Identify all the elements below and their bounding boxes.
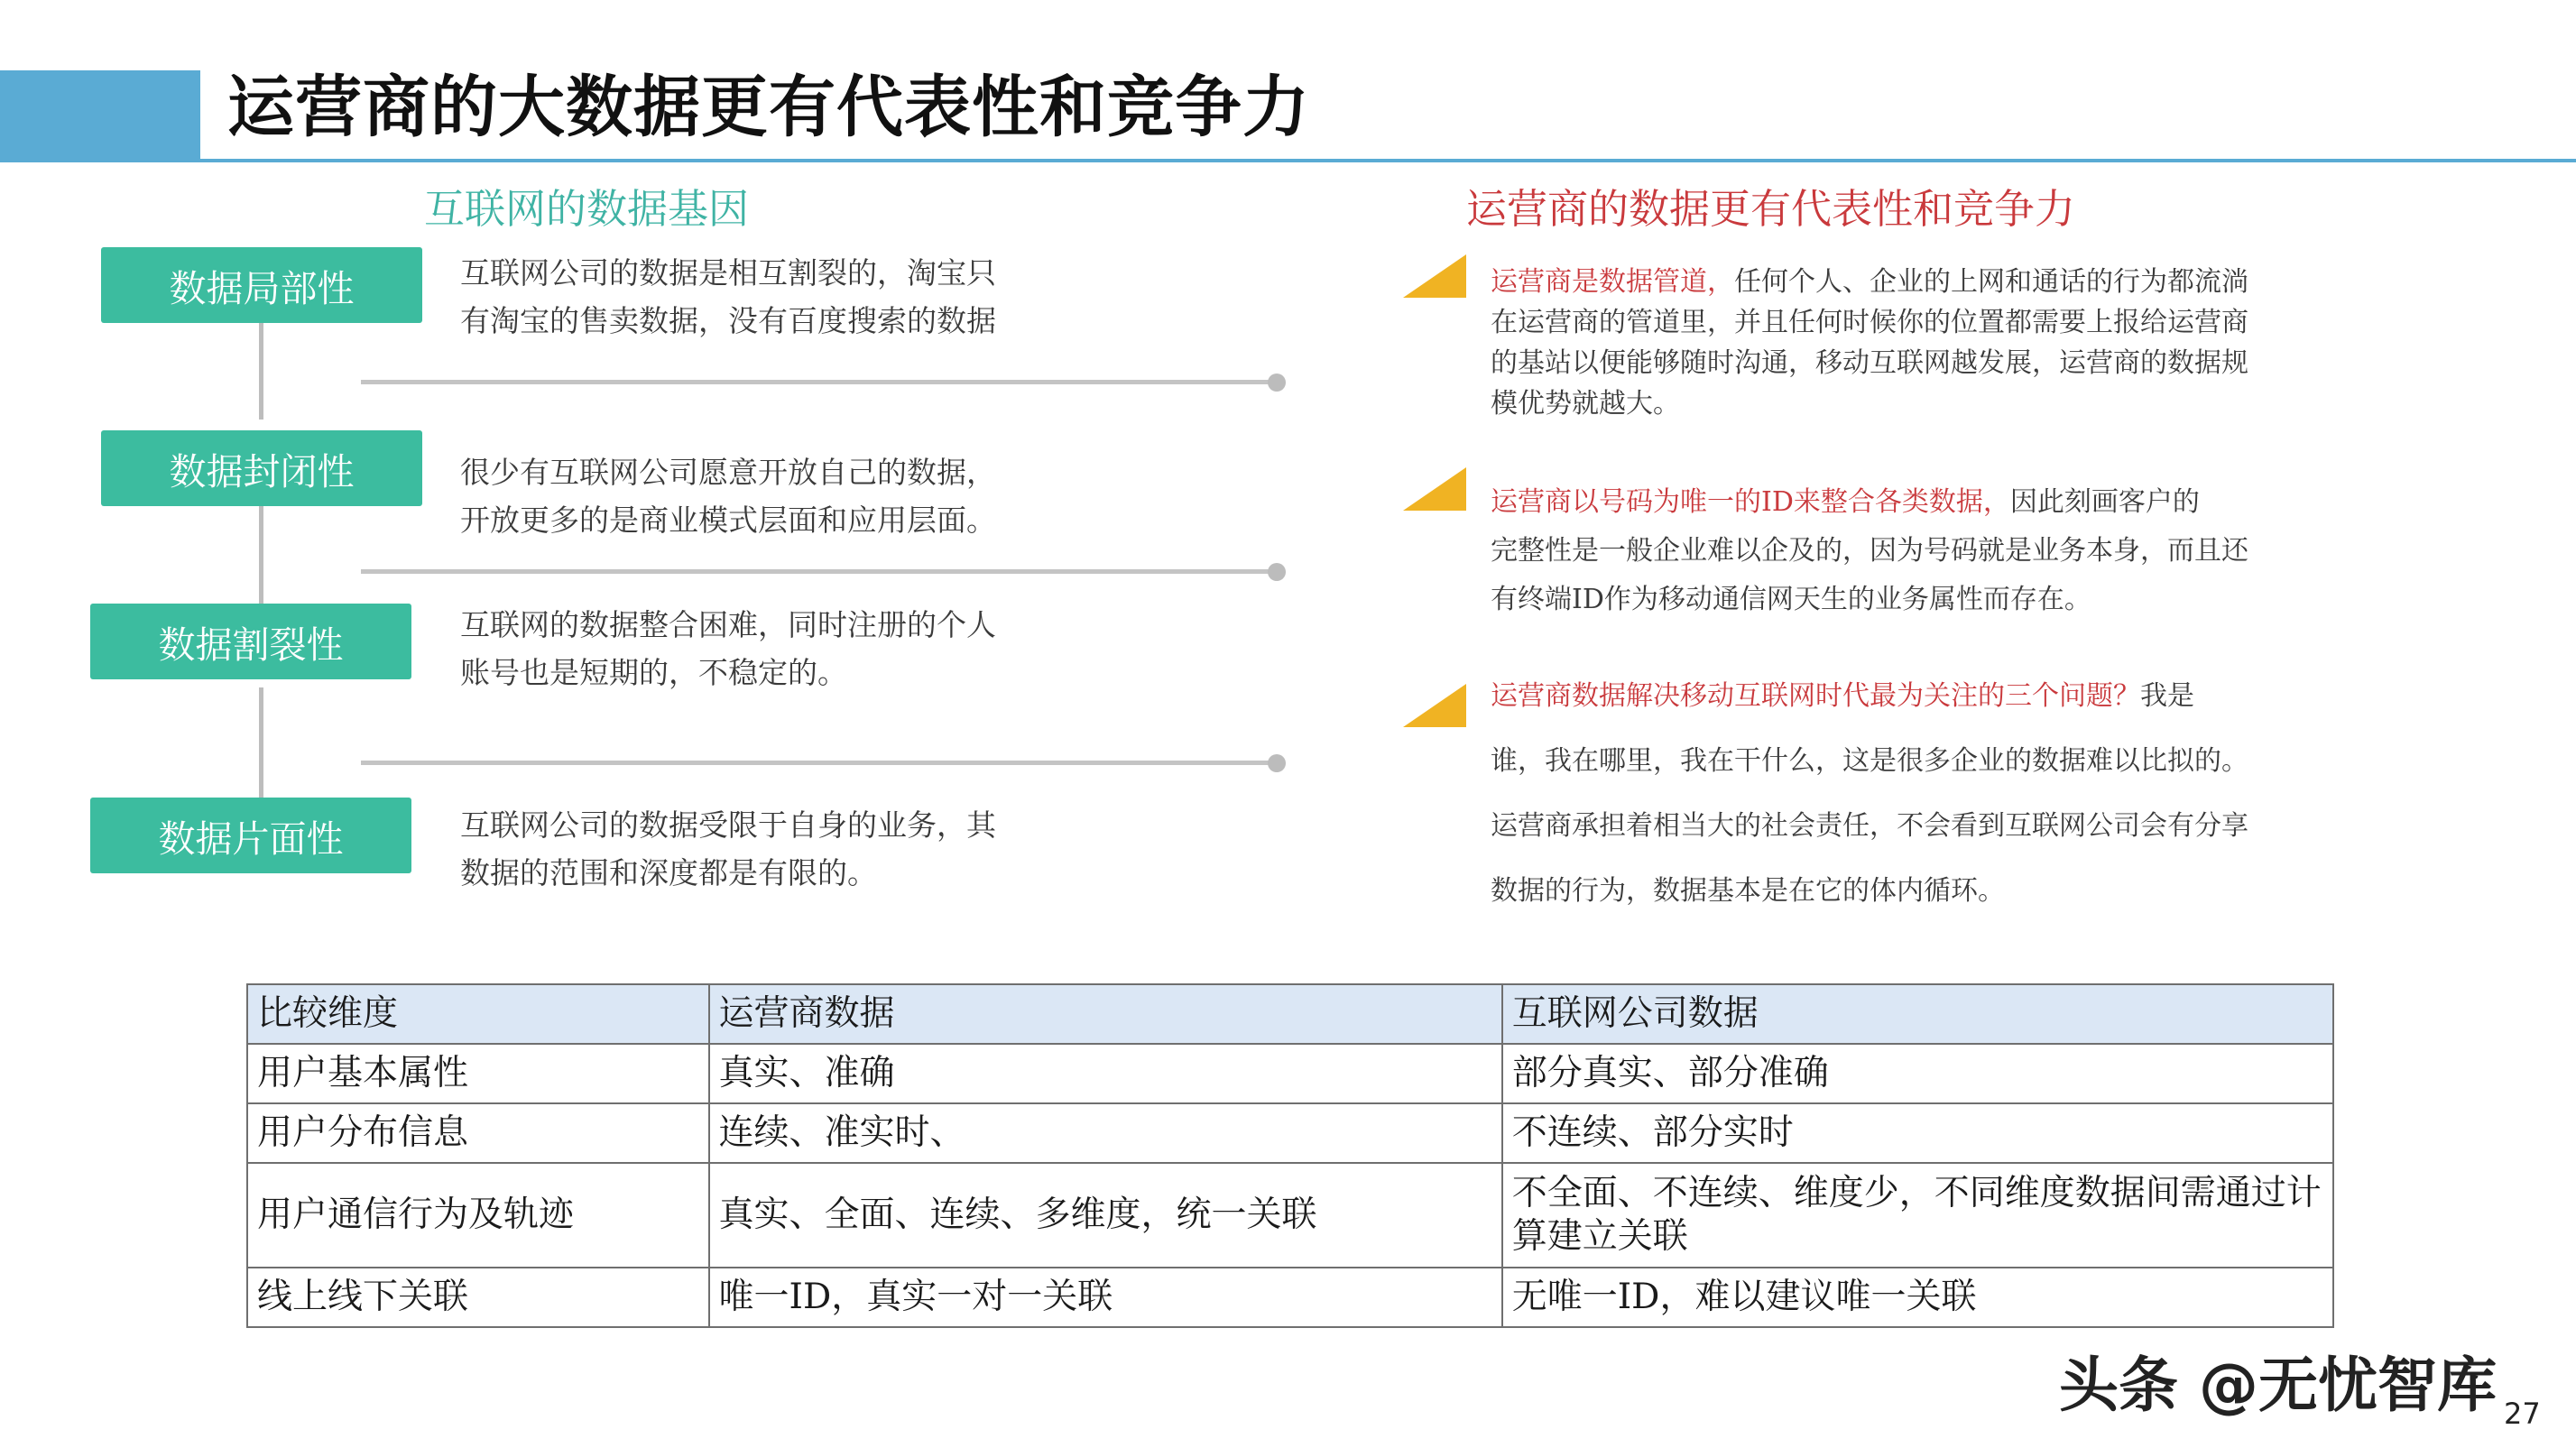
left-section-title: 互联网的数据基因 (424, 185, 750, 233)
divider-dot (1268, 754, 1286, 772)
divider-line (361, 569, 1281, 574)
table-header-row (247, 984, 2333, 1044)
operator-id-paragraph: 运营商以号码为唯一的ID来整合各类数据，因此刻画客户的 完整性是一般企业难以企及的，因为号码就是业务本身，而且还 有终端ID作为移动通信网天生的业务属性而存在。 (1491, 486, 2248, 615)
table-row (247, 1268, 2333, 1327)
page-title: 运营商的大数据更有代表性和竞争力 (227, 69, 1310, 146)
right-section-title: 运营商的数据更有代表性和竞争力 (1466, 185, 2076, 233)
table-cell: 部分真实、部分准确 (1502, 1044, 2333, 1103)
divider-line (361, 380, 1281, 384)
table-row (247, 1103, 2333, 1163)
table-header-cell: 比较维度 (247, 984, 709, 1044)
page-number: 27 (2504, 1397, 2541, 1431)
table-cell: 真实、全面、连续、多维度，统一关联 (709, 1163, 1502, 1268)
table-row (247, 1044, 2333, 1103)
tag-data-fragmentation: 数据割裂性 (90, 604, 411, 679)
table-cell: 不连续、部分实时 (1502, 1103, 2333, 1163)
table-header-cell: 互联网公司数据 (1502, 984, 2333, 1044)
triangle-bullet-icon (1403, 467, 1466, 511)
desc-data-closedness: 很少有互联网公司愿意开放自己的数据， 开放更多的是商业模式层面和应用层面。 (460, 455, 996, 538)
divider-dot (1268, 374, 1286, 392)
desc-data-one-sidedness: 互联网公司的数据受限于自身的业务，其 数据的范围和深度都是有限的。 (460, 807, 996, 890)
tag-data-closedness: 数据封闭性 (101, 430, 422, 506)
table-row (247, 1163, 2333, 1268)
watermark: 头条 @无忧智库 (2059, 1351, 2497, 1420)
divider-dot (1268, 563, 1286, 581)
divider-line (361, 761, 1281, 765)
operator-pipeline-paragraph: 运营商是数据管道，任何个人、企业的上网和通话的行为都流淌 在运营商的管道里，并且任何时候你的位置都需要上报给运营商 的基站以便能够随时沟通，移动互联网越发展，运营商的数据规 模优势就越大。 (1491, 266, 2248, 420)
tag-data-one-sidedness: 数据片面性 (90, 798, 411, 873)
table-cell: 不全面、不连续、维度少，不同维度数据间需通过计算建立关联 (1502, 1163, 2333, 1268)
table-header-cell: 运营商数据 (709, 984, 1502, 1044)
table-cell: 用户分布信息 (247, 1103, 709, 1163)
triangle-bullet-icon (1403, 684, 1466, 727)
timeline-connector (259, 307, 263, 420)
operator-questions-paragraph: 运营商数据解决移动互联网时代最为关注的三个问题？我是 谁，我在哪里，我在干什么，这是很多企业的数据难以比拟的。 运营商承担着相当大的社会责任，不会看到互联网公司会有分享 数据的行为，数据基本是在它的体内循环。 (1491, 680, 2248, 907)
table-cell: 唯一ID，真实一对一关联 (709, 1268, 1502, 1327)
tag-data-locality: 数据局部性 (101, 247, 422, 323)
timeline-connector (259, 687, 263, 798)
table-cell: 无唯一ID，难以建议唯一关联 (1502, 1268, 2333, 1327)
table-cell: 线上线下关联 (247, 1268, 709, 1327)
table-cell: 真实、准确 (709, 1044, 1502, 1103)
timeline-connector (259, 501, 263, 609)
triangle-bullet-icon (1403, 254, 1466, 298)
header-accent-block (0, 70, 200, 159)
desc-data-fragmentation: 互联网的数据整合困难，同时注册的个人 账号也是短期的，不稳定的。 (460, 607, 996, 690)
header-rule (0, 159, 2576, 162)
desc-data-locality: 互联网公司的数据是相互割裂的，淘宝只 有淘宝的售卖数据，没有百度搜索的数据 (460, 255, 996, 338)
table-cell: 连续、准实时、 (709, 1103, 1502, 1163)
table-cell: 用户基本属性 (247, 1044, 709, 1103)
table-cell: 用户通信行为及轨迹 (247, 1163, 709, 1268)
comparison-table (246, 983, 2334, 1328)
